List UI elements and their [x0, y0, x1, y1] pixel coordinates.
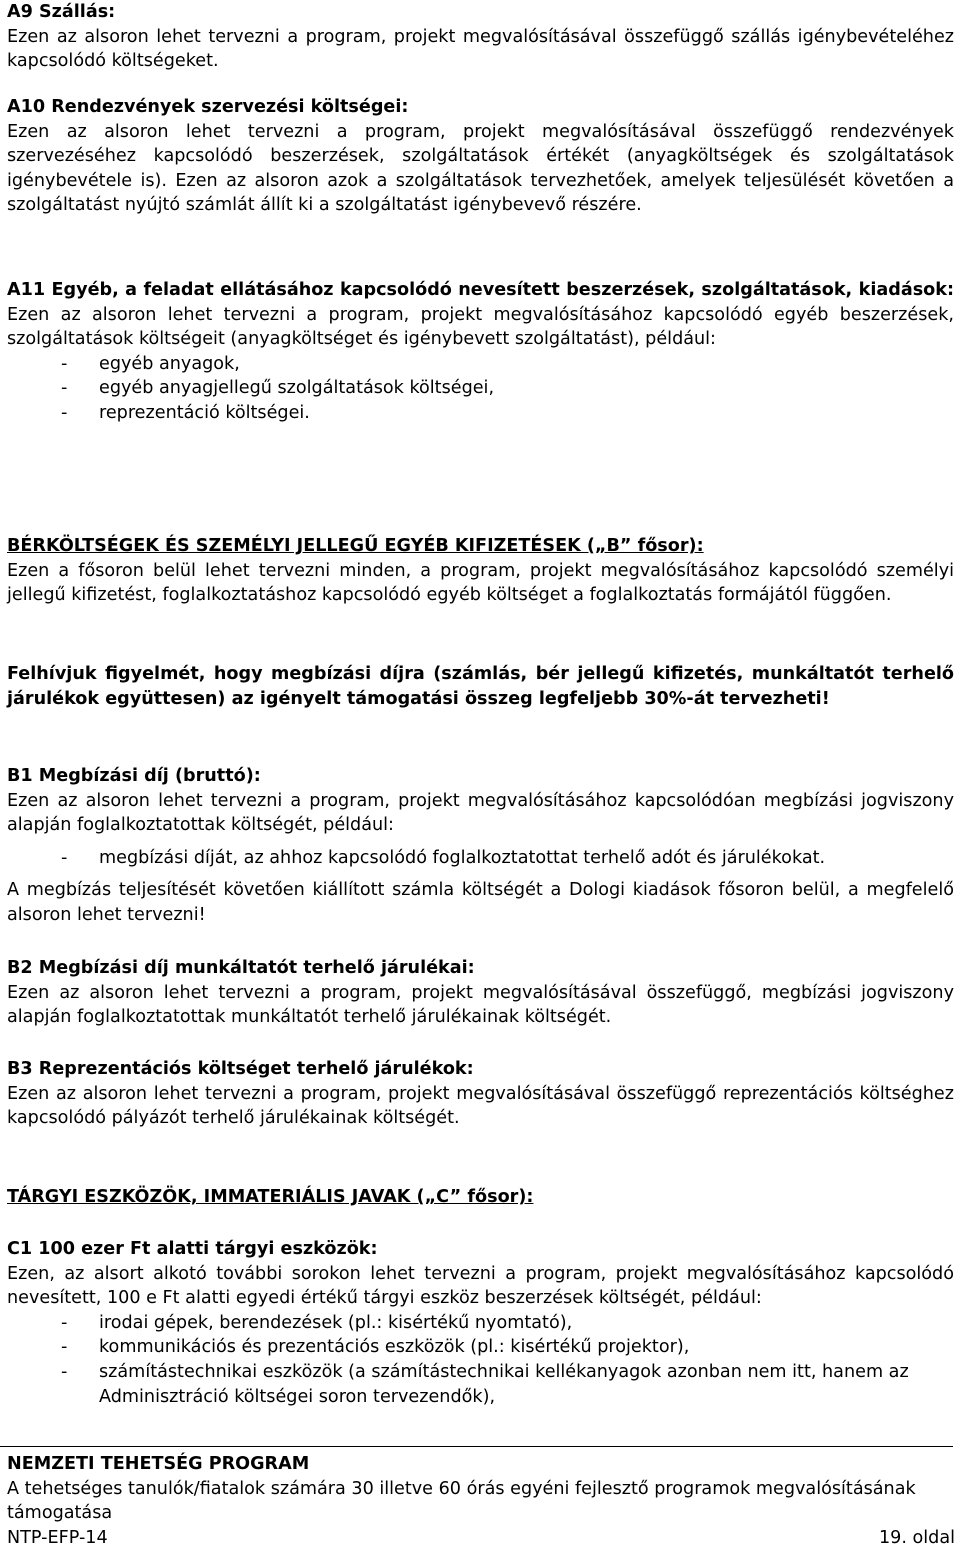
section-c — [7, 1185, 954, 1210]
dash-marker: - — [61, 378, 68, 399]
footer-divider — [0, 1446, 953, 1447]
section-title: B1 Megbízási díj (bruttó): — [7, 766, 261, 786]
section-b3 — [7, 1057, 954, 1131]
section-a9 — [7, 0, 954, 74]
section-title: C1 100 ezer Ft alatti tárgyi eszközök: — [7, 1239, 378, 1259]
section-body: Ezen az alsoron lehet tervezni a program, projekt megvalósításával összefüggő reprezentációs költséghez kapcsolódó pályázót terhelő járulékainak költségét. — [7, 1083, 954, 1129]
section-b — [7, 534, 954, 608]
dash-marker: - — [61, 353, 68, 374]
section-body: Ezen az alsoron lehet tervezni a program, projekt megvalósításával összefüggő, megbízási jogviszony alapján foglalkoztatottak munkáltatót terhelő járulékainak költségét. — [7, 982, 954, 1028]
section-body: Ezen az alsoron lehet tervezni a program, projekt megvalósításához kapcsolódóan megbízási jogviszony alapján foglalkoztatottak költségét, például: — [7, 790, 954, 836]
list — [7, 352, 954, 426]
dash-marker: - — [61, 1361, 68, 1382]
section-title: A11 Egyéb, a feladat ellátásához kapcsolódó nevesített beszerzések, szolgáltatások, kiadások: — [7, 280, 954, 300]
section-body: Ezen, az alsort alkotó további sorokon lehet tervezni a program, projekt megvalósításához kapcsolódó nevesített, 100 e Ft alatti egyedi értékű tárgyi eszköz beszerzések költségét, például: — [7, 1263, 954, 1309]
section-a11 — [7, 278, 954, 426]
section-body: Ezen az alsoron lehet tervezni a program, projekt megvalósításához kapcsolódó egyéb beszerzések, szolgáltatások költségeit (anyagköltséget és igénybevett szolgáltatást), például: — [7, 304, 954, 350]
footer-code: NTP-EFP-14 — [7, 1528, 108, 1548]
section-note: A megbízás teljesítését követően kiállított számla költségét a Dologi kiadások fősoron belül, a megfelelő alsoron lehet tervezni! — [7, 880, 954, 925]
list-item: - egyéb anyagjellegű szolgáltatások költségei, — [7, 376, 954, 401]
dash-marker: - — [61, 1312, 68, 1333]
footer-page-number: 19. oldal — [878, 1528, 955, 1548]
section-title: B2 Megbízási díj munkáltatót terhelő járulékai: — [7, 958, 475, 978]
section-c1 — [7, 1237, 954, 1409]
dash-marker: - — [61, 1337, 68, 1358]
section-b1 — [7, 764, 954, 928]
section-title: B3 Reprezentációs költséget terhelő járulékok: — [7, 1059, 474, 1079]
section-body: Ezen az alsoron lehet tervezni a program, projekt megvalósításával összefüggő szállás igénybevételéhez kapcsolódó költségeket. — [7, 26, 954, 72]
footer-subtitle: A tehetséges tanulók/fiatalok számára 30 illetve 60 órás egyéni fejlesztő programok megvalósításának támogatása — [7, 1478, 916, 1524]
notice-text: Felhívjuk figyelmét, hogy megbízási díjra (számlás, bér jellegű kifizetés, munkáltatót terhelő járulékok együttesen) az igényelt támogatási összeg legfeljebb 30%-át tervezheti! — [7, 664, 954, 709]
section-title: BÉRKÖLTSÉGEK ÉS SZEMÉLYI JELLEGŰ EGYÉB KIFIZETÉSEK („B” fősor): — [7, 536, 704, 556]
list-item: - kommunikációs és prezentációs eszközök (pl.: kisértékű projektor), — [7, 1335, 954, 1360]
list-item: - irodai gépek, berendezések (pl.: kisértékű nyomtató), — [7, 1311, 954, 1336]
section-title: TÁRGYI ESZKÖZÖK, IMMATERIÁLIS JAVAK („C” fősor): — [7, 1187, 534, 1207]
list-item: - számítástechnikai eszközök (a számítástechnikai kellékanyagok azonban nem itt, hanem az Adminisztráció költségei soron tervezendők), — [61, 1361, 909, 1407]
list — [7, 1311, 954, 1409]
section-a10 — [7, 95, 954, 218]
section-body: Ezen a fősoron belül lehet tervezni minden, a program, projekt megvalósításához kapcsolódó személyi jellegű kifizetést, foglalkoztatáshoz kapcsolódó egyéb költséget a foglalkoztatás formájától függően. — [7, 560, 954, 606]
dash-marker: - — [61, 847, 68, 868]
dash-marker: - — [61, 402, 68, 423]
footer-program: NEMZETI TEHETSÉG PROGRAM — [7, 1454, 310, 1474]
footer — [7, 1452, 954, 1526]
list-item: - megbízási díját, az ahhoz kapcsolódó foglalkoztatottat terhelő adót és járulékokat. — [7, 846, 954, 871]
notice — [7, 662, 954, 711]
section-title: A9 Szállás: — [7, 2, 116, 22]
list — [7, 846, 954, 871]
list-item: - reprezentáció költségei. — [7, 401, 954, 426]
section-b2 — [7, 956, 954, 1030]
section-title: A10 Rendezvények szervezési költségei: — [7, 97, 409, 117]
footer-meta — [7, 1526, 954, 1551]
section-body: Ezen az alsoron lehet tervezni a program, projekt megvalósításával összefüggő rendezvények szervezéséhez kapcsolódó beszerzések, szolgáltatások értékét (anyagköltségek és szolgáltatások igénybevétele is). Ezen az alsoron azok a szolgáltatások tervezhetőek, amelyek teljesülését követően a szolgáltatást nyújtó számlát állít ki a szolgáltatást igénybevevő részére. — [7, 121, 954, 216]
list-item: - egyéb anyagok, — [7, 352, 954, 377]
